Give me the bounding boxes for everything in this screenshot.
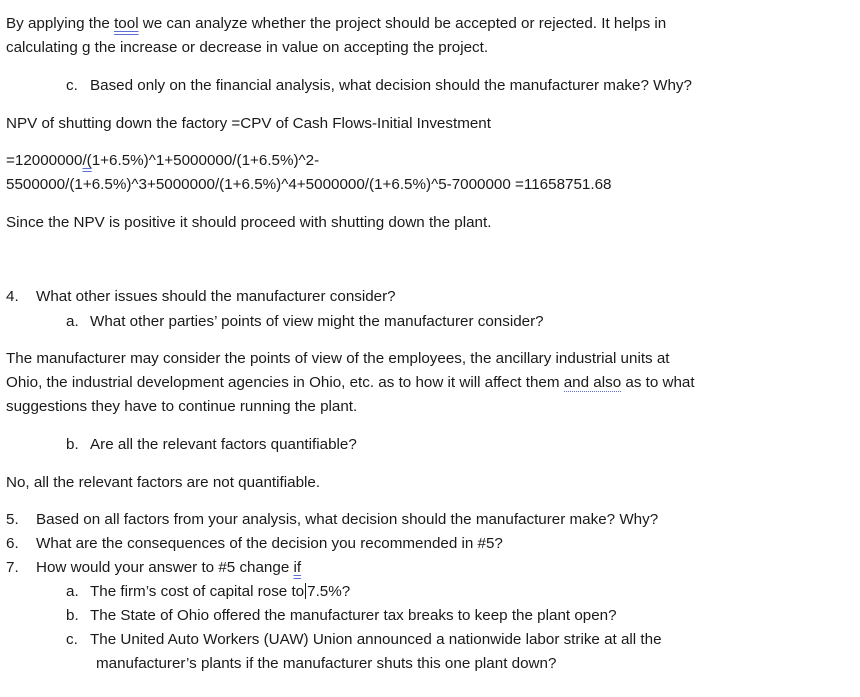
question-text: Based only on the financial analysis, what decision should the manufacturer make? Why? [90,77,692,94]
npv-calculation-line-2: 5500000/(1+6.5%)^3+5000000/(1+6.5%)^4+5000000/(1+6.5%)^5-7000000 =11658751.68 [6,176,612,193]
question-text: What are the consequences of the decision you recommended in #5? [36,535,503,552]
list-marker: 4. [6,288,19,305]
answer-4a-line-2 [6,373,695,393]
question-text: 7.5%? [307,583,351,600]
question-text: The firm’s cost of capital rose to [90,583,305,600]
question-4 [6,287,396,307]
npv-formula-label: NPV of shutting down the factory =CPV of Cash Flows-Initial Investment [6,115,491,132]
intro-text: By applying the [6,15,115,32]
list-marker: 6. [6,535,19,552]
question-text: What other issues should the manufacturer consider? [36,288,396,305]
grammar-flag[interactable]: /( [82,152,92,169]
list-marker: a. [66,583,79,600]
list-marker: b. [66,436,79,453]
spellcheck-word-tool[interactable]: tool [114,15,139,32]
intro-text-cont: we can analyze whether the project should be accepted or rejected. It helps in [138,15,667,32]
npv-calc-part: =12000000 [6,152,83,169]
npv-calc-part: 1+6.5%)^1+5000000/(1+6.5%)^2- [91,152,320,169]
list-marker: c. [66,631,78,648]
question-7c [66,630,662,650]
question-7a [66,582,350,602]
intro-line-2: calculating g the increase or decrease in value on accepting the project. [6,39,489,56]
question-4a [66,312,544,332]
list-marker: 7. [6,559,19,576]
question-text: The United Auto Workers (UAW) Union announced a nationwide labor strike at all the [90,631,662,648]
question-text: What other parties’ points of view might the manufacturer consider? [90,313,544,330]
list-marker: b. [66,607,79,624]
list-marker: c. [66,77,78,94]
question-text: The State of Ohio offered the manufacturer tax breaks to keep the plant open? [90,607,617,624]
text-cursor [305,583,306,599]
npv-calculation-line-1 [6,151,319,171]
npv-conclusion: Since the NPV is positive it should proceed with shutting down the plant. [6,214,492,231]
list-marker: 5. [6,511,19,528]
question-7 [6,558,301,578]
question-7b [66,606,617,626]
intro-line-1 [6,14,666,34]
answer-text: Ohio, the industrial development agencies in Ohio, etc. as to how it will affect them [6,374,564,391]
question-text: How would your answer to #5 change [36,559,294,576]
question-text: Based on all factors from your analysis, what decision should the manufacturer make? Why? [36,511,659,528]
question-7c-cont: manufacturer’s plants if the manufacturer shuts this one plant down? [96,655,557,672]
spellcheck-word-if[interactable]: if [293,559,302,576]
answer-4b: No, all the relevant factors are not quantifiable. [6,474,321,491]
answer-text: as to what [621,374,695,391]
question-text: Are all the relevant factors quantifiable? [90,436,357,453]
question-6 [6,534,503,554]
question-4b [66,435,357,455]
question-5 [6,510,658,530]
grammar-flag-and-also[interactable]: and also [563,374,622,391]
question-3c [66,76,692,96]
answer-4a-line-1: The manufacturer may consider the points of view of the employees, the ancillary industrial units at [6,350,670,367]
answer-4a-line-3: suggestions they have to continue running the plant. [6,398,358,415]
list-marker: a. [66,313,79,330]
